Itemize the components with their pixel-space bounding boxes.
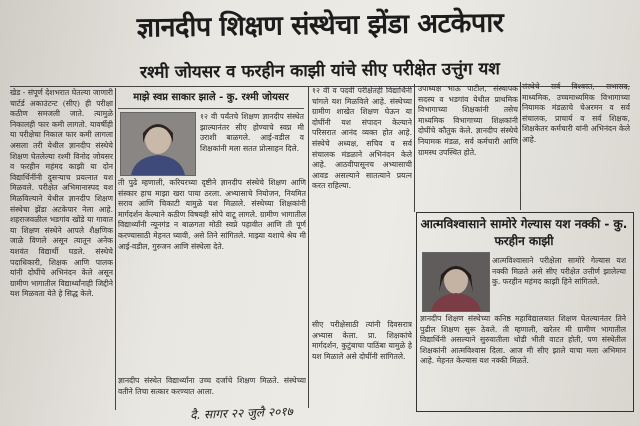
column-divider [414,84,415,212]
box-rashmi-intro: १२ वी पर्यंतचे शिक्षण ज्ञानदीप संस्थेत झाल्यानंतर सीए होण्याचे स्वप्न मी उराशी बाळगले. आई-वडील व शिक्षकांनी मला सतत प्रोत्साहन दिले. [200,112,304,153]
photo-farheen-kazi [422,252,490,312]
dateline-handwritten: दै. सागर २२ जुलै २०१७ [189,404,294,422]
subheadline: रश्मी जोयसर व फरहीन काझी यांचे सीए परीक्षेत उत्तुंग यश [140,59,500,83]
column-left: खेड - संपूर्ण देशभरात घेतल्या जाणारी चार्टर्ड अकाउंटन्ट (सीए) ही परीक्षा कठीण समजली जाते. त्यामुळे निकालही फार कमी लागतो. यावर्षीही या परीक्षेचा निकाल फार कमी लागला असला तरी येथील ज्ञानदीप संस्थेचे शिक्षण घेतलेल्या रश्मी विनोद जोयसर व फरहीन महंमद काझी या दोन विद्यार्थिनींनी दुसऱ्याच प्रयत्नात यश मिळवले. परीक्षेत अभिमानास्पद यश मिळविल्याने येथील ज्ञानदीप शिक्षण संस्थेचा झेंडा अटकेपार नेला आहे. शहराजवळील भडगांव खोंडे या गावात या शिक्षण संस्थेने आपले शैक्षणिक जाळे विणले असून त्यातून अनेक यशवंत विद्यार्थी घडले. संस्थेचे पदाधिकारी, शिक्षक आणि पालक यांनी दोघींचे अभिनंदन केले असून ग्रामीण भागातील विद्यार्थ्यांनाही जिद्दीने यश मिळवता येते हे सिद्ध केले. [10,88,113,299]
box-rashmi-footer: ज्ञानदीप संस्थेत विद्यार्थ्यांना उच्च दर्जाचे शिक्षण मिळते. संस्थेच्या वतीने तिचा सत्कार करण्यात आला. [118,376,306,396]
box-rashmi-title: माझे स्वप्न साकार झाले - कु. रश्मी जोयसर [118,88,304,109]
box-farheen-body: ज्ञानदीप शिक्षण संस्थेच्या कनिष्ठ महाविद्यालयात शिक्षण घेतल्यानंतर तिने पुढील शिक्षण सुरू ठेवले. ती म्हणाली, खरेतर मी ग्रामीण भागातील विद्यार्थिनी असल्याने सुरुवातीला थोडी भीती वाटत होती, पण संस्थेतील शिक्षकांनी आत्मविश्वास दिला. आज मी सीए झाले याचा मला अभिमान आहे. मेहनत केल्यास यश नक्की मिळते. [420,314,626,366]
column-right-2: संस्थेचे सर्व विश्वस्त, सभासद, माध्यमिक, उच्चमाध्यमिक विभागाच्या नियामक मंडळाचे चेअरमन व सर्व संचालक, प्राचार्य व सर्व शिक्षक, शिक्षकेतर कर्मचारी यांनी अभिनंदन केले आहे. [522,82,630,144]
column-center: १२ वी व पदवी परीक्षेतही विद्यार्थिनी चांगले यश मिळविले आहे. संस्थेच्या ग्रामीण शाखेत शिक्षण घेऊन या दोघींनी यश संपादन केल्याने परिसरात आनंद व्यक्त होत आहे. संस्थेचे अध्यक्ष, सचिव व सर्व संचालक मंडळाने अभिनंदन केले आहे. आठवीपासूनच अभ्यासाची आवड असल्याने सातत्याने प्रयत्न करत राहिल्या. [312,86,412,191]
box-rashmi-body: ती पुढे म्हणाली, करियरच्या दृष्टीने ज्ञानदीप संस्थेचे शिक्षण आणि संस्कार हाच माझा खरा पाया ठरला. अभ्यासाचे नियोजन, नियमित सराव आणि चिकाटी यामुळे यश मिळाले. संस्थेच्या शिक्षकांनी मार्गदर्शन केल्याने कठीण विषयही सोपे वाटू लागले. ग्रामीण भागातील विद्यार्थ्यांनी न्यूनगंड न बाळगता मोठी स्वप्ने पहावीत आणि ती पूर्ण करण्यासाठी मेहनत घ्यावी, असे तिने सांगितले. माझ्या यशाचे श्रेय मी आई-वडील, गुरुजन आणि संस्थेला देते. [118,178,306,251]
column-divider [308,86,309,408]
box-farheen-title: आत्मविश्वासाने सामोरे गेल्यास यश नक्की - कु. फरहीन काझी [420,217,628,248]
column-divider [115,88,116,410]
box-farheen-intro: आत्मविश्वासाने परीक्षेला सामोरे गेल्यास यश नक्की मिळते असे सीए परीक्षेत उत्तीर्ण झालेल्या कु. फरहीन महंमद काझी हिने सांगितले. [492,256,626,287]
headline: ज्ञानदीप शिक्षण संस्थेचा झेंडा अटकेपार [136,7,504,44]
column-right-1: उपाध्यक्ष भाऊ पाटील, संस्थापक सदस्य व भडगांव येथील प्राथमिक विभागाच्या शिक्षकांनी तसेच माध्यमिक विभागाच्या शिक्षकांनी दोघींचे कौतुक केले. ज्ञानदीप संस्थेचे नियामक मंडळ, सर्व कर्मचारी आणि ग्रामस्थ उपस्थित होते. [418,84,518,157]
photo-rashmi-joyasar [120,112,196,176]
column-divider [520,82,521,210]
column-center-bottom: सीए परीक्षेसाठी त्यांनी दिवसरात्र अभ्यास केला. प्रा. शिक्षकांचे मार्गदर्शन, कुटुंबाचा पाठिंबा यामुळे हे यश मिळाले असे दोघींनी सांगितले. [312,320,412,361]
